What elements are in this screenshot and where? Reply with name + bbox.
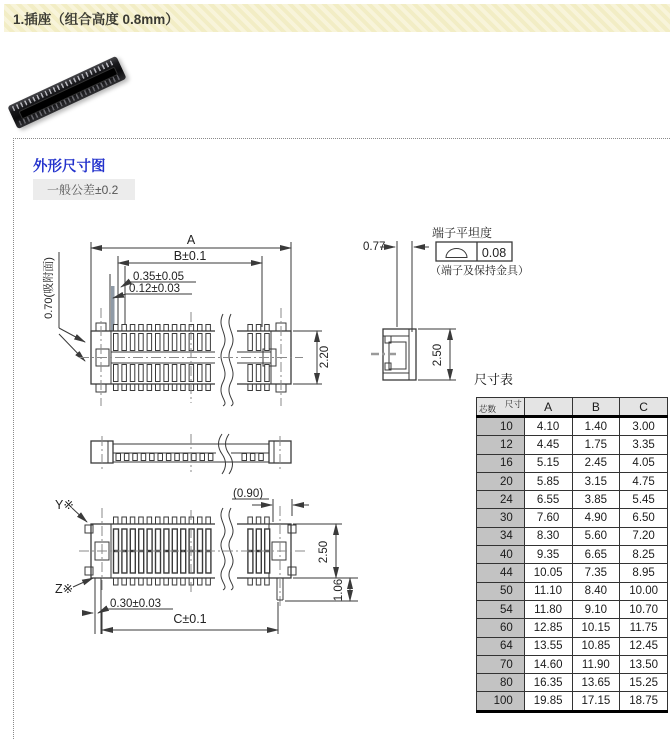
dim-c-label: C±0.1 xyxy=(173,612,207,626)
dim-value: 8.95 xyxy=(620,564,668,582)
dim-a-label: A xyxy=(186,233,196,247)
dim-value: 6.50 xyxy=(620,509,668,527)
table-row xyxy=(477,546,668,564)
connector-body-art xyxy=(7,56,126,129)
table-row xyxy=(477,491,668,509)
dim-value: 8.25 xyxy=(620,546,668,564)
dim-value: 3.35 xyxy=(620,436,668,454)
table-row xyxy=(477,619,668,637)
dim-090-label: (0.90) xyxy=(233,488,264,500)
connector-slot-art xyxy=(18,67,118,120)
table-row xyxy=(477,674,668,692)
section-title: 外形尺寸图 xyxy=(33,159,106,175)
pin-count: 54 xyxy=(477,600,525,618)
dim-value: 5.45 xyxy=(620,491,668,509)
table-row xyxy=(477,417,668,436)
product-photo xyxy=(10,56,126,130)
dim-value: 11.90 xyxy=(572,655,620,673)
dim-value: 6.65 xyxy=(572,546,620,564)
dim-value: 10.15 xyxy=(572,619,620,637)
dim-value: 7.60 xyxy=(524,509,572,527)
dim-value: 14.60 xyxy=(524,655,572,673)
pin-count: 50 xyxy=(477,582,525,600)
table-row xyxy=(477,509,668,527)
tolerance-badge: 一般公差±0.2 xyxy=(33,179,135,200)
corner-label-size: 尺寸 xyxy=(504,399,522,409)
dim-value: 2.45 xyxy=(572,454,620,472)
column-header-a: A xyxy=(524,398,572,417)
dim-value: 19.85 xyxy=(524,692,572,711)
table-header-row xyxy=(477,398,668,417)
section-header-bar xyxy=(4,4,670,32)
dim-value: 4.05 xyxy=(620,454,668,472)
dim-250-side-label: 2.50 xyxy=(432,343,444,367)
table-row xyxy=(477,527,668,545)
dim-220-label: 2.20 xyxy=(319,345,331,369)
dim-value: 10.85 xyxy=(572,637,620,655)
dim-value: 11.80 xyxy=(524,600,572,618)
pin-count: 10 xyxy=(477,417,525,436)
table-row xyxy=(477,436,668,454)
dim-value: 3.00 xyxy=(620,417,668,436)
column-header-b: B xyxy=(572,398,620,417)
table-row xyxy=(477,692,668,711)
dim-value: 7.35 xyxy=(572,564,620,582)
dim-250-bottom-label: 2.50 xyxy=(318,540,330,564)
dim-030-label: 0.30±0.03 xyxy=(110,598,162,610)
dim-value: 18.75 xyxy=(620,692,668,711)
dim-value: 4.75 xyxy=(620,472,668,490)
dim-value: 11.10 xyxy=(524,582,572,600)
dim-value: 10.05 xyxy=(524,564,572,582)
pin-count: 16 xyxy=(477,454,525,472)
dim-012-label: 0.12±0.03 xyxy=(129,283,181,295)
pin-count: 100 xyxy=(477,692,525,711)
label-y: Y※ xyxy=(55,498,74,512)
pin-count: 24 xyxy=(477,491,525,509)
table-row xyxy=(477,655,668,673)
pin-count: 34 xyxy=(477,527,525,545)
dim-035-label: 0.35±0.05 xyxy=(133,271,185,283)
pin-count: 64 xyxy=(477,637,525,655)
table-row xyxy=(477,600,668,618)
dimension-table-title: 尺寸表 xyxy=(474,372,514,387)
dim-value: 6.55 xyxy=(524,491,572,509)
table-row xyxy=(477,564,668,582)
dim-value: 9.10 xyxy=(572,600,620,618)
dim-value: 10.00 xyxy=(620,582,668,600)
dim-value: 10.70 xyxy=(620,600,668,618)
dim-value: 12.45 xyxy=(620,637,668,655)
column-header-c: C xyxy=(620,398,668,417)
page-title: 1.插座（组合高度 0.8mm） xyxy=(13,12,179,27)
dim-value: 8.40 xyxy=(572,582,620,600)
dim-value: 4.10 xyxy=(524,417,572,436)
flatness-note: （端子及保持金具） xyxy=(430,265,529,277)
dim-value: 5.60 xyxy=(572,527,620,545)
pin-count: 12 xyxy=(477,436,525,454)
dim-value: 16.35 xyxy=(524,674,572,692)
dim-value: 5.85 xyxy=(524,472,572,490)
table-row xyxy=(477,582,668,600)
dim-value: 13.55 xyxy=(524,637,572,655)
dim-value: 8.30 xyxy=(524,527,572,545)
dim-value: 4.45 xyxy=(524,436,572,454)
dim-value: 12.85 xyxy=(524,619,572,637)
label-z: Z※ xyxy=(55,582,74,596)
table-row xyxy=(477,472,668,490)
dim-b-label: B±0.1 xyxy=(173,249,207,263)
dim-value: 1.40 xyxy=(572,417,620,436)
table-row xyxy=(477,637,668,655)
dim-value: 3.85 xyxy=(572,491,620,509)
dim-value: 4.90 xyxy=(572,509,620,527)
table-row xyxy=(477,454,668,472)
dimension-table xyxy=(476,397,668,713)
dim-070-label: 0.70(吸附面) xyxy=(43,257,55,319)
pin-count: 80 xyxy=(477,674,525,692)
table-corner-cell xyxy=(477,398,525,417)
dim-value: 1.75 xyxy=(572,436,620,454)
dim-value: 13.65 xyxy=(572,674,620,692)
pin-count: 40 xyxy=(477,546,525,564)
pin-count: 30 xyxy=(477,509,525,527)
flatness-title: 端子平坦度 xyxy=(432,226,493,240)
dim-077-label: 0.77 xyxy=(363,241,386,253)
dim-value: 15.25 xyxy=(620,674,668,692)
pin-count: 70 xyxy=(477,655,525,673)
corner-label-pins: 芯数 xyxy=(479,404,497,414)
pin-count: 20 xyxy=(477,472,525,490)
flatness-value: 0.08 xyxy=(481,246,507,260)
dim-value: 13.50 xyxy=(620,655,668,673)
pin-count: 44 xyxy=(477,564,525,582)
dim-value: 17.15 xyxy=(572,692,620,711)
dim-value: 9.35 xyxy=(524,546,572,564)
dim-value: 11.75 xyxy=(620,619,668,637)
dim-value: 7.20 xyxy=(620,527,668,545)
dim-106-label: 1.06 xyxy=(333,578,345,602)
dim-value: 5.15 xyxy=(524,454,572,472)
pin-count: 60 xyxy=(477,619,525,637)
dim-value: 3.15 xyxy=(572,472,620,490)
